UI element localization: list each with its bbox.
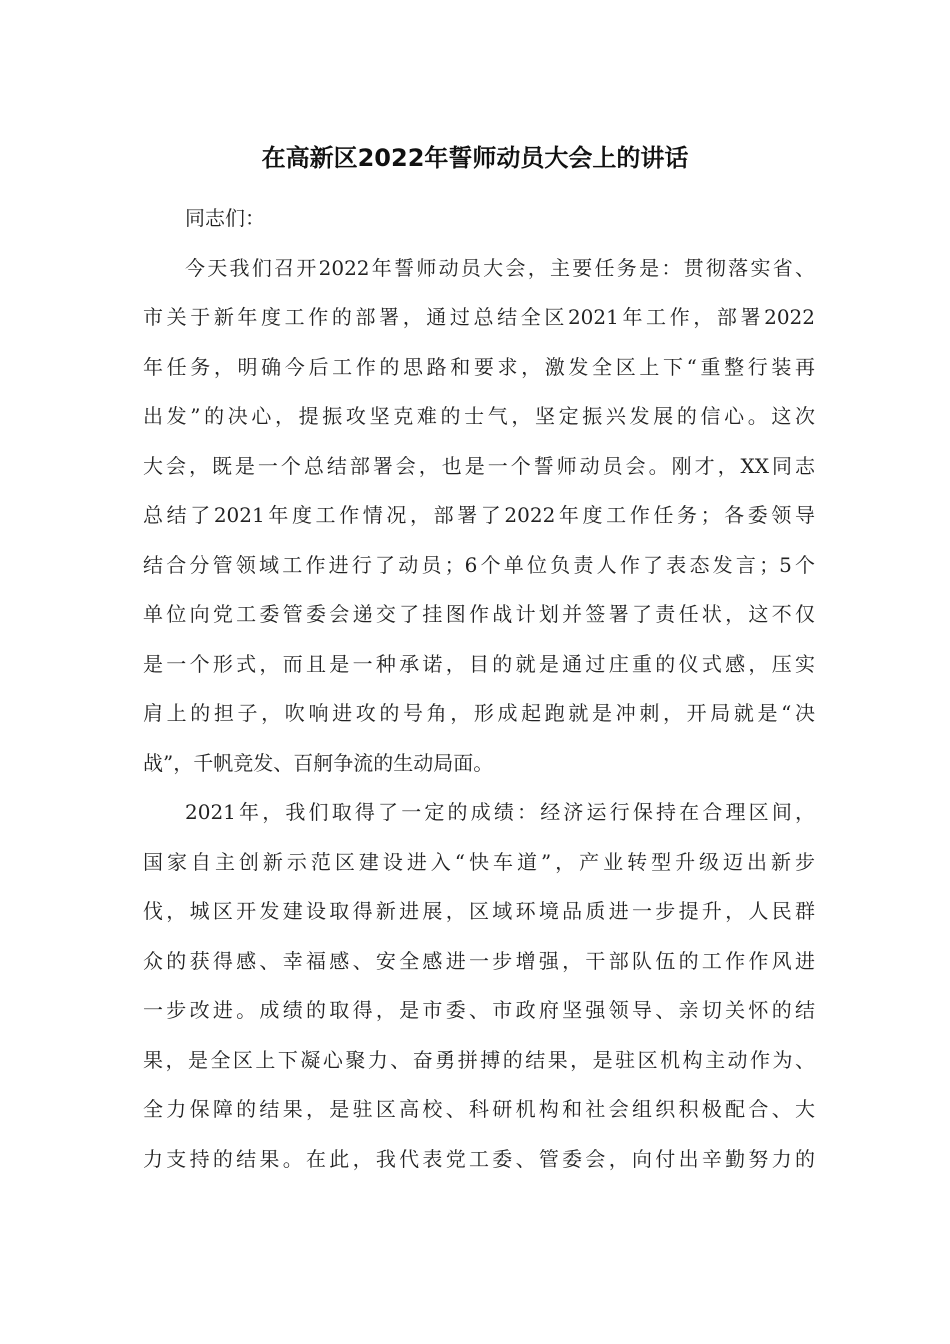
- paragraph-line: 结合分管领域工作进行了动员；6个单位负责人作了表态发言；5个: [143, 552, 815, 577]
- paragraph-line: 战”，千帆竞发、百舸争流的生动局面。: [143, 750, 494, 775]
- paragraph-1: [143, 244, 815, 789]
- document-body: [143, 194, 815, 1184]
- document-title: 在高新区2022年誓师动员大会上的讲话: [261, 144, 689, 172]
- paragraph-line: 出发”的决心，提振攻坚克难的士气，坚定振兴发展的信心。这次: [143, 404, 815, 428]
- paragraph-line: 年任务，明确今后工作的思路和要求，激发全区上下“重整行装再: [143, 354, 815, 379]
- paragraph-line: 市关于新年度工作的部署，通过总结全区2021年工作，部署2022: [143, 305, 815, 329]
- paragraph-line: 力支持的结果。在此，我代表党工委、管委会，向付出辛勤努力的: [143, 1146, 815, 1171]
- paragraph-line: 大会，既是一个总结部署会，也是一个誓师动员会。刚才，XX同志: [143, 453, 815, 478]
- paragraph-line: 总结了2021年度工作情况，部署了2022年度工作任务；各委领导: [143, 503, 815, 527]
- paragraph-line: 单位向党工委管委会递交了挂图作战计划并签署了责任状，这不仅: [143, 602, 815, 626]
- paragraph-2: [143, 788, 815, 1184]
- salutation: 同志们：: [185, 206, 265, 230]
- paragraph-line: 是一个形式，而且是一种承诺，目的就是通过庄重的仪式感，压实: [143, 651, 815, 676]
- paragraph-line: 伐，城区开发建设取得新进展，区域环境品质进一步提升，人民群: [143, 899, 815, 923]
- paragraph-line: 国家自主创新示范区建设进入“快车道”，产业转型升级迈出新步: [143, 849, 815, 874]
- paragraph-line: 今天我们召开2022年誓师动员大会，主要任务是：贯彻落实省、: [185, 255, 815, 280]
- paragraph-line: 一步改进。成绩的取得，是市委、市政府坚强领导、亲切关怀的结: [143, 998, 815, 1022]
- paragraph-line: 全力保障的结果，是驻区高校、科研机构和社会组织积极配合、大: [143, 1097, 815, 1121]
- paragraph-line: 肩上的担子，吹响进攻的号角，形成起跑就是冲刺，开局就是“决: [143, 701, 815, 725]
- paragraph-line: 众的获得感、幸福感、安全感进一步增强，干部队伍的工作作风进: [143, 948, 815, 973]
- paragraph-line: 2021年，我们取得了一定的成绩：经济运行保持在合理区间，: [185, 800, 815, 824]
- paragraph-line: 果，是全区上下凝心聚力、奋勇拼搏的结果，是驻区机构主动作为、: [143, 1047, 815, 1072]
